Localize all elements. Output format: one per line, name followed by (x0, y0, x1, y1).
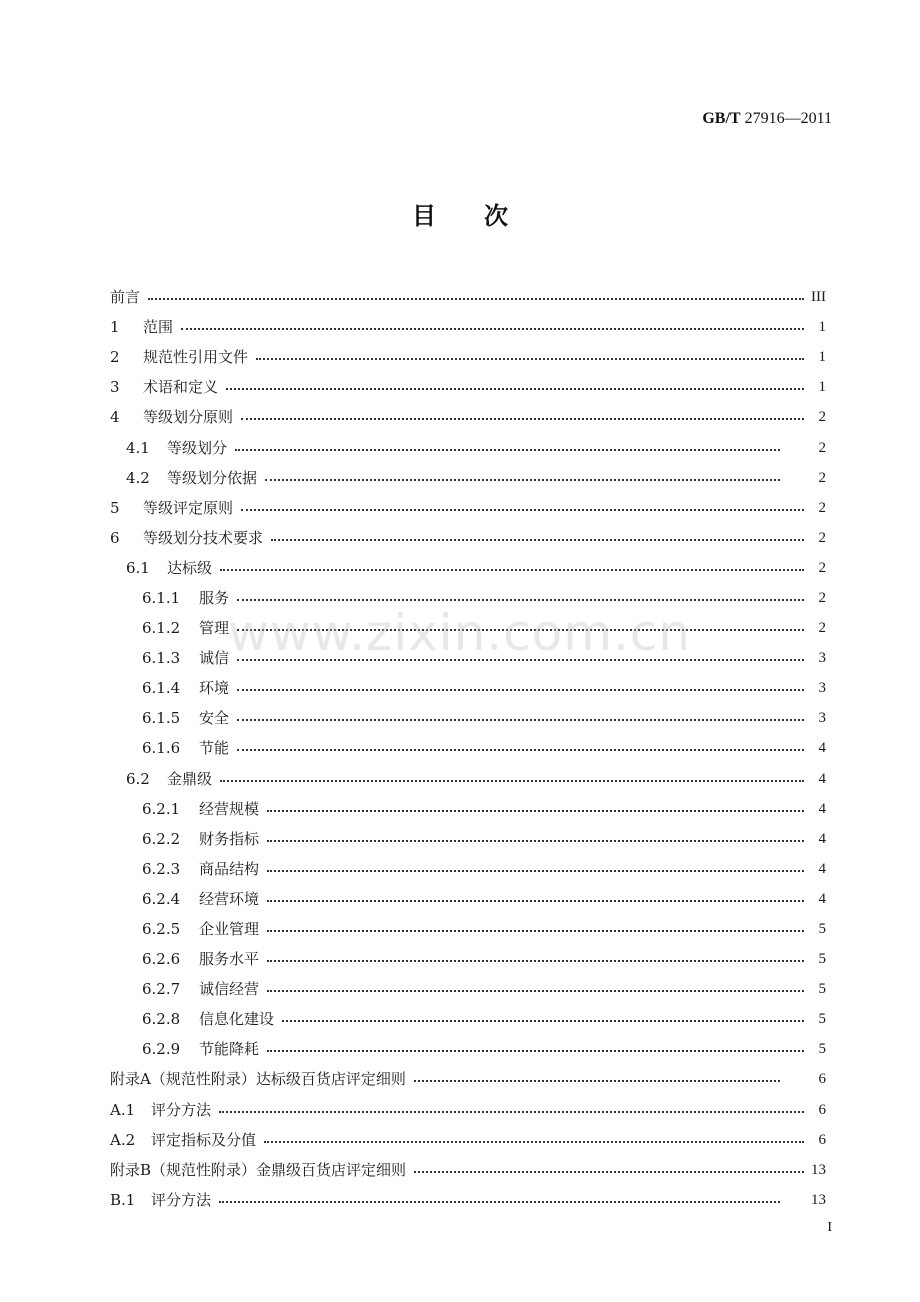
toc-dot-leader (414, 1169, 804, 1173)
toc-entry-page: 3 (818, 710, 826, 727)
toc-entry-number: 5 (110, 498, 120, 517)
toc-dot-leader (237, 657, 804, 661)
toc-entry-number: 4.1 (126, 438, 150, 457)
toc-entry-title: 商品结构 (199, 859, 260, 878)
toc-dot-leader (267, 808, 804, 812)
toc-entry-number: 6.2.6 (142, 950, 181, 969)
toc-entry[interactable] (110, 493, 826, 523)
toc-dot-leader (267, 928, 804, 932)
toc-entry-title: 达标级 (167, 558, 213, 577)
toc-entry-title: 等级划分依据 (167, 468, 258, 487)
toc-entry[interactable] (110, 613, 826, 643)
toc-entry-page: 4 (818, 800, 826, 817)
toc-entry-page: 4 (818, 860, 826, 877)
toc-entry[interactable] (110, 854, 826, 884)
toc-entry-number: 6.2.3 (142, 859, 181, 878)
toc-entry-title: 信息化建设 (199, 1010, 275, 1029)
toc-entry-page: 5 (818, 1041, 826, 1058)
toc-entry[interactable] (110, 1034, 826, 1064)
toc-entry-title: 服务水平 (199, 950, 260, 969)
toc-dot-leader (237, 687, 804, 691)
toc-dot-leader (282, 1018, 804, 1022)
toc-entry-title: 节能降耗 (199, 1040, 260, 1059)
toc-entry-number: 6.2 (126, 769, 150, 788)
toc-entry[interactable] (110, 914, 826, 944)
toc-entry-page: III (811, 289, 826, 306)
toc-entry-page: 4 (818, 740, 826, 757)
toc-entry-number: A.1 (110, 1100, 136, 1119)
toc-entry-number: 4 (110, 408, 120, 427)
toc-entry-title: 等级评定原则 (143, 498, 234, 517)
toc-entry-title: 安全 (199, 709, 230, 728)
toc-entry-title: 经营规模 (199, 799, 260, 818)
toc-entry-number: 3 (110, 378, 120, 397)
toc-dot-leader (267, 868, 804, 872)
toc-entry-title: 范围 (143, 318, 174, 337)
toc-entry-page: 4 (818, 770, 826, 787)
toc-entry[interactable] (110, 402, 826, 432)
toc-entry[interactable] (110, 583, 826, 613)
toc-entry-page: 4 (818, 890, 826, 907)
toc-dot-leader (219, 1199, 780, 1203)
toc-dot-leader (226, 386, 804, 390)
toc-entry-number: 6.1.1 (142, 588, 181, 607)
toc-entry[interactable] (110, 1064, 826, 1094)
toc-dot-leader (267, 1048, 804, 1052)
toc-entry-number: 6.2.5 (142, 920, 181, 939)
toc-entry[interactable] (110, 824, 826, 854)
toc-entry-number: 1 (110, 318, 120, 337)
toc-dot-leader (264, 1139, 804, 1143)
toc-entry[interactable] (110, 673, 826, 703)
toc-dot-leader (237, 747, 804, 751)
toc-entry-number: 6.1.6 (142, 739, 181, 758)
toc-entry-page: 13 (811, 1191, 826, 1208)
toc-entry-title: 等级划分原则 (143, 408, 234, 427)
toc-dot-leader (235, 447, 780, 451)
toc-entry-number: 6.2.8 (142, 1010, 181, 1029)
toc-entry-page: 2 (818, 499, 826, 516)
toc-entry-page: 6 (818, 1101, 826, 1118)
standard-prefix: GB/T (702, 110, 741, 127)
toc-entry-number: 6.2.2 (142, 829, 181, 848)
toc-dot-leader (241, 416, 804, 420)
toc-entry[interactable] (110, 372, 826, 402)
toc-entry-number: 6.1.2 (142, 619, 181, 638)
toc-entry-title: 金鼎级 (167, 769, 213, 788)
toc-entry-number: 6.1 (126, 558, 150, 577)
toc-entry[interactable] (110, 974, 826, 1004)
toc-entry-page: 1 (818, 349, 826, 366)
toc-entry[interactable] (110, 944, 826, 974)
toc-entry-title: 评分方法 (151, 1190, 212, 1209)
toc-entry[interactable] (110, 1095, 826, 1125)
toc-dot-leader (271, 537, 804, 541)
toc-entry-number: A.2 (110, 1130, 136, 1149)
toc-entry-page: 2 (818, 559, 826, 576)
toc-entry-page: 1 (818, 319, 826, 336)
toc-entry[interactable] (110, 342, 826, 372)
toc-dot-leader (220, 567, 804, 571)
toc-entry-number: B.1 (110, 1190, 136, 1209)
toc-entry[interactable] (110, 1185, 826, 1215)
toc-entry-page: 2 (818, 589, 826, 606)
toc-dot-leader (237, 717, 804, 721)
toc-dot-leader (256, 356, 804, 360)
toc-dot-leader (237, 627, 804, 631)
table-of-contents (110, 282, 826, 1215)
toc-entry-page: 6 (818, 1071, 826, 1088)
toc-entry-number: 6.2.1 (142, 799, 181, 818)
toc-entry[interactable] (110, 794, 826, 824)
toc-dot-leader (219, 1109, 804, 1113)
toc-entry-page: 6 (818, 1131, 826, 1148)
toc-entry[interactable] (110, 764, 826, 794)
toc-entry[interactable] (110, 463, 826, 493)
toc-entry-title: 前言 (110, 288, 141, 307)
toc-entry-title: 规范性引用文件 (143, 348, 249, 367)
toc-entry-title: 附录A（规范性附录）达标级百货店评定细则 (110, 1070, 406, 1089)
toc-entry-number: 6.1.3 (142, 649, 181, 668)
toc-entry-title: 附录B（规范性附录）金鼎级百货店评定细则 (110, 1160, 407, 1179)
toc-entry-number: 6.1.4 (142, 679, 181, 698)
toc-entry[interactable] (110, 1155, 826, 1185)
toc-entry-page: 2 (818, 620, 826, 637)
toc-entry-title: 环境 (199, 679, 230, 698)
toc-entry-page: 13 (811, 1161, 826, 1178)
toc-dot-leader (267, 988, 804, 992)
toc-entry[interactable] (110, 312, 826, 342)
toc-entry[interactable] (110, 703, 826, 733)
watermark: www.zixin.com.cn (228, 604, 692, 662)
toc-entry-title: 评定指标及分值 (151, 1130, 257, 1149)
toc-entry-page: 5 (818, 921, 826, 938)
toc-entry[interactable] (110, 523, 826, 553)
toc-entry[interactable] (110, 1004, 826, 1034)
toc-entry-title: 等级划分 (167, 438, 228, 457)
toc-entry[interactable] (110, 884, 826, 914)
page-number: I (827, 1220, 832, 1235)
toc-entry-number: 2 (110, 348, 120, 367)
standard-code (702, 110, 832, 128)
toc-entry[interactable] (110, 733, 826, 763)
toc-entry[interactable] (110, 282, 826, 312)
toc-entry[interactable] (110, 643, 826, 673)
toc-entry-number: 6.2.9 (142, 1040, 181, 1059)
toc-dot-leader (237, 597, 804, 601)
toc-entry[interactable] (110, 553, 826, 583)
toc-dot-leader (267, 838, 804, 842)
toc-entry-title: 经营环境 (199, 889, 260, 908)
toc-entry-page: 5 (818, 1011, 826, 1028)
toc-entry-title: 诚信经营 (199, 980, 260, 999)
standard-number: 27916—2011 (740, 110, 832, 127)
toc-entry-title: 等级划分技术要求 (143, 528, 264, 547)
page-title: 目次 (412, 202, 556, 230)
toc-dot-leader (414, 1078, 780, 1082)
toc-entry-title: 服务 (199, 588, 230, 607)
toc-entry-page: 1 (818, 379, 826, 396)
toc-dot-leader (267, 958, 804, 962)
toc-dot-leader (267, 898, 804, 902)
toc-entry-page: 3 (818, 680, 826, 697)
toc-dot-leader (220, 778, 804, 782)
toc-entry-title: 管理 (199, 619, 230, 638)
toc-entry-number: 4.2 (126, 468, 150, 487)
toc-entry-page: 2 (818, 529, 826, 546)
toc-entry-title: 评分方法 (151, 1100, 212, 1119)
toc-entry-page: 5 (818, 951, 826, 968)
toc-entry-page: 2 (818, 469, 826, 486)
toc-entry-page: 4 (818, 830, 826, 847)
toc-entry-title: 财务指标 (199, 829, 260, 848)
toc-entry-page: 3 (818, 650, 826, 667)
toc-dot-leader (181, 326, 804, 330)
toc-entry[interactable] (110, 1125, 826, 1155)
toc-entry-page: 2 (818, 409, 826, 426)
toc-entry-title: 节能 (199, 739, 230, 758)
toc-entry-title: 企业管理 (199, 920, 260, 939)
toc-dot-leader (241, 507, 804, 511)
toc-dot-leader (148, 296, 804, 300)
toc-entry[interactable] (110, 432, 826, 462)
toc-entry-title: 术语和定义 (143, 378, 219, 397)
toc-entry-page: 5 (818, 981, 826, 998)
toc-entry-number: 6.2.7 (142, 980, 181, 999)
toc-entry-title: 诚信 (199, 649, 230, 668)
toc-entry-number: 6 (110, 528, 120, 547)
toc-entry-number: 6.2.4 (142, 889, 181, 908)
toc-dot-leader (265, 477, 780, 481)
toc-entry-page: 2 (818, 439, 826, 456)
toc-entry-number: 6.1.5 (142, 709, 181, 728)
